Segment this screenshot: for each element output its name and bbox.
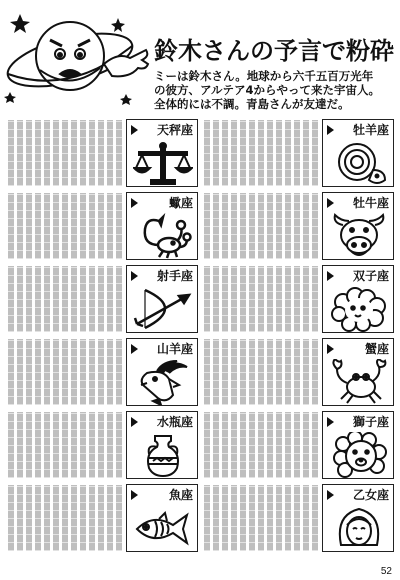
body-text-block — [8, 485, 122, 551]
bullet-icon — [131, 417, 138, 427]
body-text-block — [204, 485, 318, 551]
body-text-block — [8, 193, 122, 259]
fish-icon — [133, 505, 193, 551]
body-text-block — [8, 339, 122, 405]
body-text-block — [204, 266, 318, 332]
fluffy-twins-icon — [329, 286, 389, 332]
body-text-block — [204, 193, 318, 259]
sign-cell-virgo — [322, 484, 394, 552]
sign-cell-pisces — [126, 484, 198, 552]
sign-label: 蠍座 — [168, 196, 193, 210]
body-text-block — [8, 266, 122, 332]
crab-icon — [329, 359, 389, 405]
sign-cell-scorpio — [126, 192, 198, 260]
page-subtitle — [154, 69, 398, 111]
sign-cell-sagittarius — [126, 265, 198, 333]
sign-cell-gemini — [322, 265, 394, 333]
sign-label: 獅子座 — [352, 415, 389, 429]
sign-cell-aries — [322, 119, 394, 187]
sign-cell-taurus — [322, 192, 394, 260]
bullet-icon — [131, 271, 138, 281]
subtitle-line: ミーは鈴木さん。地球から六千五百万光年 — [154, 69, 374, 83]
scorpion-icon — [133, 213, 193, 259]
subtitle-line: 全体的には不調。青島さんが友達だ。 — [154, 97, 350, 111]
body-text-block — [204, 120, 318, 186]
bow-and-arrow-icon — [133, 286, 193, 332]
maiden-icon — [329, 505, 389, 551]
bullet-icon — [327, 125, 334, 135]
ringed-planet-character-icon — [0, 0, 150, 112]
sign-cell-cancer — [322, 338, 394, 406]
bullet-icon — [327, 198, 334, 208]
ram-horn-icon — [329, 140, 389, 186]
sign-label: 水瓶座 — [156, 415, 193, 429]
vase-icon — [133, 432, 193, 478]
lion-icon — [329, 432, 389, 478]
bullet-icon — [327, 344, 334, 354]
subtitle-line: の彼方、アルテア4からやって来た宇宙人。 — [154, 83, 381, 97]
bullet-icon — [327, 417, 334, 427]
bullet-icon — [131, 490, 138, 500]
bullet-icon — [131, 198, 138, 208]
page-title: 鈴木さんの予言で粉砕 — [154, 37, 394, 65]
sign-label: 牡牛座 — [352, 196, 389, 210]
body-text-block — [8, 412, 122, 478]
body-text-block — [204, 412, 318, 478]
bull-icon — [329, 213, 389, 259]
body-text-block — [204, 339, 318, 405]
sign-label: 魚座 — [168, 488, 193, 502]
sign-label: 乙女座 — [352, 488, 389, 502]
sign-cell-aquarius — [126, 411, 198, 479]
sign-label: 天秤座 — [156, 123, 193, 137]
sign-label: 牡羊座 — [352, 123, 389, 137]
sign-label: 蟹座 — [364, 342, 389, 356]
sign-cell-leo — [322, 411, 394, 479]
sign-cell-libra — [126, 119, 198, 187]
body-text-block — [8, 120, 122, 186]
bullet-icon — [327, 271, 334, 281]
bullet-icon — [327, 490, 334, 500]
scales-icon — [133, 140, 193, 186]
sign-cell-capricorn — [126, 338, 198, 406]
bullet-icon — [131, 344, 138, 354]
sign-label: 射手座 — [156, 269, 193, 283]
bullet-icon — [131, 125, 138, 135]
goat-icon — [133, 359, 193, 405]
page-number: 52 — [380, 566, 392, 577]
sign-label: 山羊座 — [156, 342, 193, 356]
sign-label: 双子座 — [352, 269, 389, 283]
